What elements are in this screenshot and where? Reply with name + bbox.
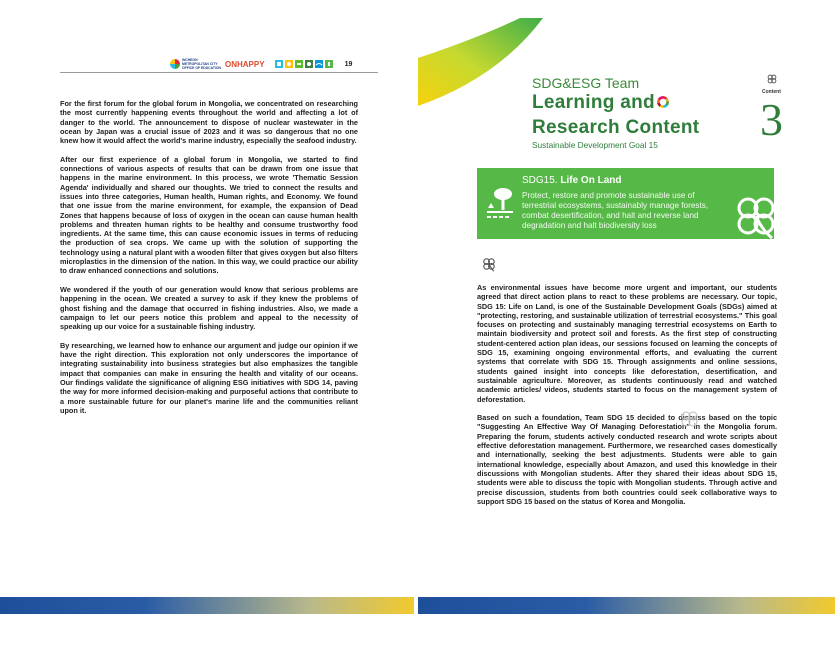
office-of-education-logo-text: INCHEON METROPOLITAN CITY OFFICE OF EDUCATION	[182, 58, 221, 70]
paragraph: Based on such a foundation, Team SDG 15 decided to discuss based on the topic "Suggesting An Effective Way Of Managing Deforestation" in the Mongolia forum. Preparing the forum, students actively conducted research and wrote scripts about effective deforestation management. Furthermore, we researched cases domestically and internationally, seeking the best adjustments. Students were able to gain international knowledge, especially about Amazon, and used this knowledge in their discussions with Mongolian students. After they shared their ideas about SDG 15, students were able to discuss the topic with Mongolian students. Through active and precise discussion, students from both countries could seek collaborative ways to support SDG 15 based on the status of Korea and Mongolia.	[477, 413, 777, 506]
sdg-goal-icon	[295, 60, 303, 68]
sdg-goal-icon	[305, 60, 313, 68]
banner-prefix: SDG15.	[522, 175, 558, 186]
paragraph: By researching, we learned how to enhance our argument and judge our opinion if we have the right direction. This exploration not only underscores the importance of integrating sustainability into business strategies but also emphasizes the tangible impact that companies can make in ensuring the health and vitality of our oceans. Our findings validate the significance of aligning ESG initiatives with SDG 14, paving the way for more informed decision-making and purposeful actions that contribute to a more sustainable future for our planet's marine life and the communities reliant upon it.	[60, 340, 358, 415]
onhappy-logo: ONHAPPY	[225, 59, 265, 69]
sdg-goal-icon	[285, 60, 293, 68]
subtitle: Sustainable Development Goal 15	[532, 140, 658, 150]
footer-bar-left	[0, 597, 414, 614]
office-of-education-logo-icon	[170, 59, 180, 69]
heading-line-2: Research Content	[532, 117, 700, 138]
sdg15-banner	[477, 168, 774, 239]
paragraph: We wondered if the youth of our generation would know that serious problems are happening in the ocean. We created a survey to ask if they knew the problems of ghost fishing and the damage that occurred in fishing industries. Also, we made a campaign to let our peers notice this problem and appeal to the necessity of speaking up our voice for a sustainable fishing industry.	[60, 284, 358, 332]
sdg-wheel-icon	[657, 96, 669, 108]
clover-icon	[766, 73, 778, 85]
content-number: 3	[760, 94, 783, 145]
heading-text: Learning and	[532, 92, 655, 113]
header-divider	[60, 72, 378, 73]
banner-description: Protect, restore and promote sustainable use of terrestrial ecosystems, sustainably manage forests, combat desertification, and halt and reverse land degradation and halt biodiversity loss	[522, 191, 709, 230]
paragraph: As environmental issues have become more urgent and important, our students agreed that direct action plans to react to these problems are necessary. Our topic, SDG 15: Life on Land, is one of the Sustainable Development Goals (SDGs) aimed at "protecting, restoring, and sustainable utilization of terrestrial ecosystems." This goal focuses on protecting and sustainably managing terrestrial ecosystems on Earth to maintain biodiversity and protect soil and forests. As the first step of constructing student-centered action plan ideas, our sessions focused on learning the concepts of SDG 15, examining ongoing environmental efforts, and evaluating the current systems that correlate with SDG 15. Through assignments and online sessions, students gained insight into concepts like deforestation, desertification, and sustainable agriculture. Moreover, as students continuously read and watched academic articles/ videos, students started to focus on the management system of deforestation.	[477, 283, 777, 404]
content-label: Content	[762, 89, 781, 95]
paragraph: After our first experience of a global forum in Mongolia, we started to find connections of various aspects of results that can be drawn from one issue that happens in the marine environment. In this process, we wrote 'Thematic Session Agenda' individually and shared our thoughts. We tried to connect the results and issues into three categories, Human health, Human rights, and Economy. We found that one issue from the marine environment, for example, the expansion of Dead Zones that happens because of loss of oxygen in the ocean can cause human health problems and threaten human rights to be healthy and consume trustworthy food ingredients. At the same time, this can cause economic issues in terms of reducing the production of sea crops. We came up with the solution of supporting the technology using a natural plant with a wooden filter that gives oxygen but also filters microplastics in the dimension of the nation. In this way, we could practice our ability to draw enhanced connections and solutions.	[60, 154, 358, 276]
paragraph: For the first forum for the global forum in Mongolia, we concentrated on researching the most currently happening events throughout the world and affecting a lot of danger to the world. The announcement to dispose of nuclear wastewater in the ocean by Japan was a crucial issue of 2023 and it was so dangerous that no one knew how it would affect the world's marine industry, especially the seafood industry.	[60, 99, 358, 146]
page-number: 19	[344, 60, 353, 68]
footer-bar-right	[418, 597, 835, 614]
heading-line-1	[532, 92, 669, 114]
banner-title	[522, 175, 621, 186]
team-title: SDG&ESG Team	[532, 75, 640, 91]
right-body-text	[477, 283, 777, 515]
tree-icon	[485, 186, 515, 222]
corner-arc-decoration	[418, 18, 543, 106]
sdg-goal-icon	[275, 60, 283, 68]
banner-goal-name: Life On Land	[560, 175, 622, 186]
sdg-goal-icon	[315, 60, 323, 68]
clover-icon	[732, 192, 774, 239]
page-gutter	[414, 0, 418, 645]
page-header	[170, 56, 352, 72]
sdg-icons	[275, 60, 333, 68]
clover-icon	[676, 408, 704, 430]
left-body-text	[60, 99, 358, 424]
sdg-goal-icon	[325, 60, 333, 68]
clover-icon	[481, 256, 497, 272]
